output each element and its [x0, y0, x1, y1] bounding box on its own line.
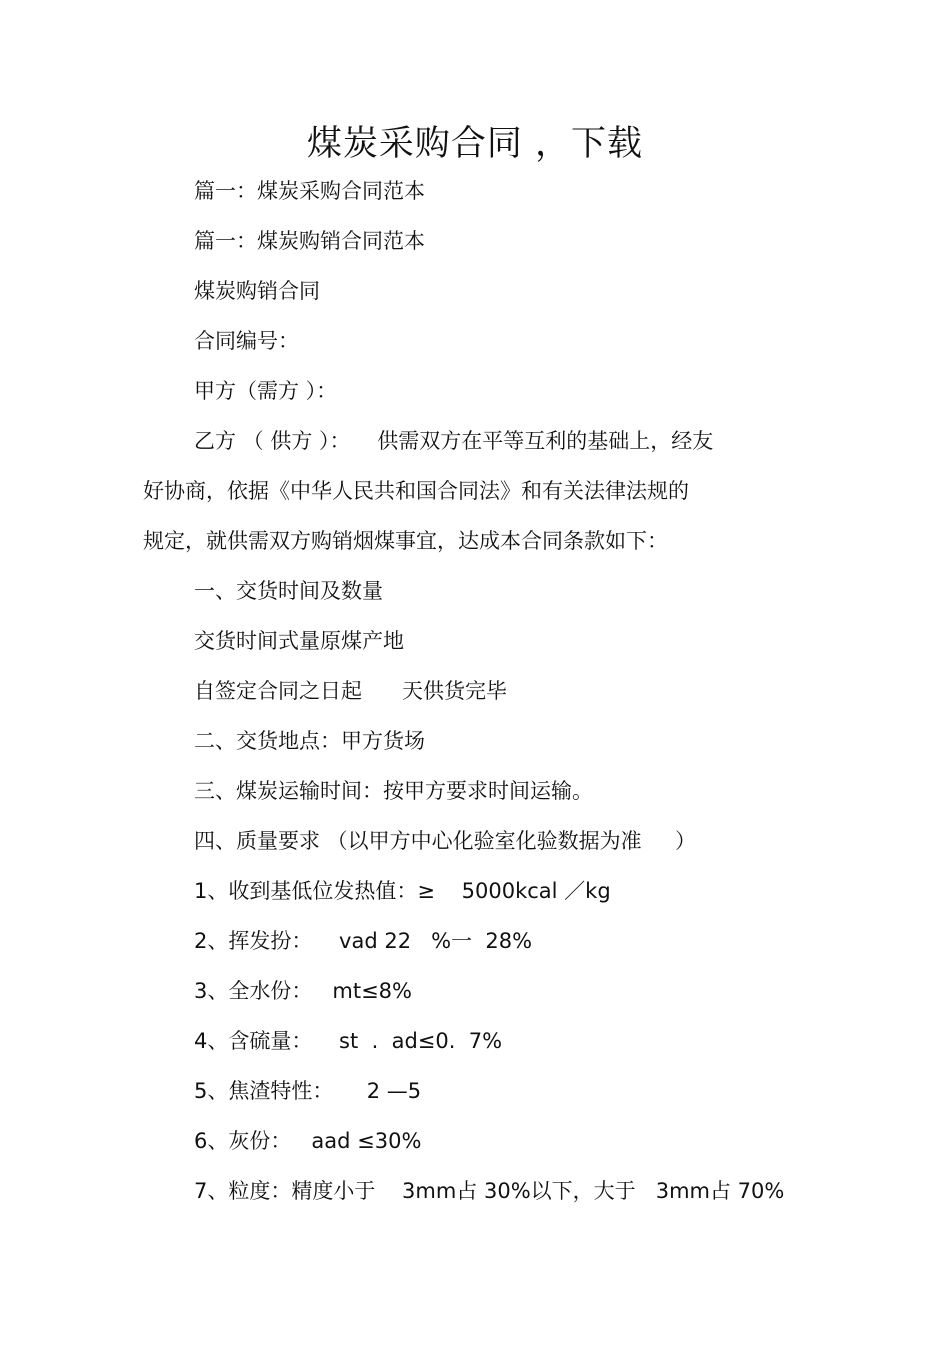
party-b-paragraph: 乙方 （ 供方 ）： 供需双方在平等互利的基础上，经友 [194, 429, 714, 453]
contract-heading: 煤炭购销合同 [194, 279, 320, 303]
clause-text: 交货时间式量原煤产地 [194, 629, 404, 653]
section-heading: 篇一：煤炭采购合同范本 [194, 179, 425, 203]
contract-number-field: 合同编号： [194, 329, 299, 353]
quality-item: 7、粒度：精度小于 3mm占 30%以下，大于 3mm占 70% [194, 1179, 785, 1203]
clause-heading: 二、交货地点：甲方货场 [194, 729, 425, 753]
clause-heading: 三、煤炭运输时间：按甲方要求时间运输。 [194, 779, 593, 803]
clause-heading: 一、交货时间及数量 [194, 579, 383, 603]
quality-item: 2、挥发扮： vad 22 %一 28% [194, 929, 533, 953]
quality-item: 1、收到基低位发热值：≥ 5000kcal ／kg [194, 879, 611, 903]
paragraph-continuation: 好协商，依据《中华人民共和国合同法》和有关法律法规的 [143, 479, 689, 503]
quality-item: 3、全水份： mt≤8% [194, 979, 412, 1003]
clause-heading: 四、质量要求 （以甲方中心化验室化验数据为准 ） [194, 829, 697, 853]
quality-item: 6、灰份： aad ≤30% [194, 1129, 422, 1153]
clause-text: 自签定合同之日起 天供货完毕 [194, 679, 508, 703]
party-a-field: 甲方（需方 ）： [194, 379, 338, 403]
paragraph-continuation: 规定，就供需双方购销烟煤事宜，达成本合同条款如下： [143, 529, 668, 553]
section-heading: 篇一：煤炭购销合同范本 [194, 229, 425, 253]
quality-item: 5、焦渣特性： 2 —5 [194, 1079, 422, 1103]
document-title: 煤炭采购合同 ，下载 [306, 124, 644, 164]
quality-item: 4、含硫量： st . ad≤0. 7% [194, 1029, 503, 1053]
